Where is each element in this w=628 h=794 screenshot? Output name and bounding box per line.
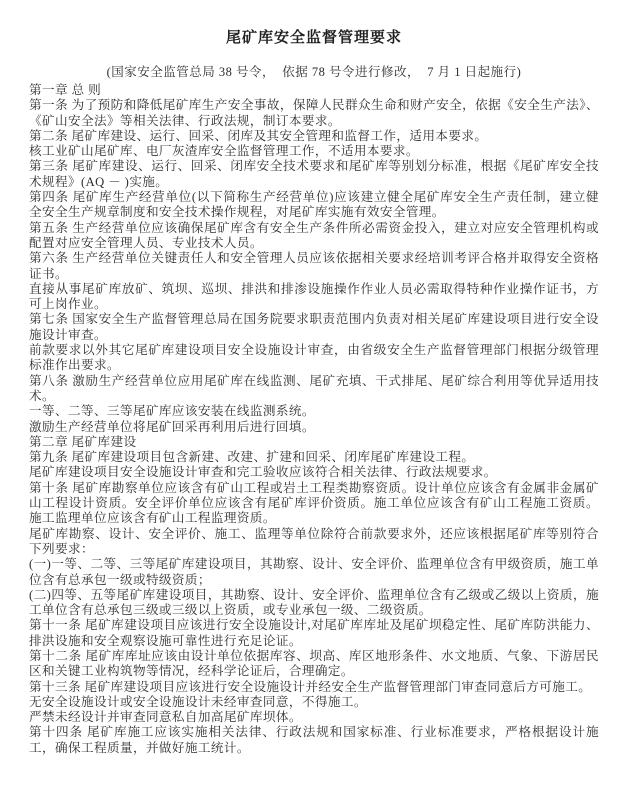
document-paragraph: 第三条 尾矿库建设、运行、回采、闭库安全技术要求和尾矿库等别划分标准，根据《尾矿库安全技术规程》(AQ － )实施。 (29, 159, 599, 189)
document-paragraph: 一等、二等、三等尾矿库应该安装在线监测系统。 (29, 404, 315, 419)
document-paragraph: 严禁未经设计并审查同意私自加高尾矿库坝体。 (29, 710, 302, 725)
document-paragraph: 第十四条 尾矿库施工应该实施相关法律、行政法规和国家标准、行业标准要求，严格根据设计施工，确保工程质量，并做好施工统计。 (29, 725, 599, 755)
document-paragraph: 第八条 激励生产经营单位应用尾矿库在线监测、尾矿充填、干式排尾、尾矿综合利用等优异适用技术。 (29, 373, 599, 403)
document-paragraph: (二)四等、五等尾矿库建设项目，其勘察、设计、安全评价、监理单位含有乙级或乙级以上资质，施工单位含有总承包三级或三级以上资质，或专业承包一级、二级资质。 (29, 587, 599, 618)
document-paragraph: 第十一条 尾矿库建设项目应该进行安全设施设计,对尾矿库库址及尾矿坝稳定性、尾矿库防洪能力、排洪设施和安全观察设施可靠性进行充足论证。 (29, 618, 599, 648)
document-paragraph: 无安全设施设计或安全设施设计未经审查同意，不得施工。 (29, 694, 367, 709)
document-paragraph: 第一章 总 则 (29, 83, 102, 97)
document-paragraph: 第十条 尾矿库勘察单位应该含有矿山工程或岩土工程类勘察资质。设计单位应该含有金属非金属矿山工程设计资质。安全评价单位应该含有尾矿库评价资质。施工单位应该含有矿山工程施工资质。施工监理单位应该含有矿山工程监理资质。 (29, 480, 599, 526)
document-title: 尾矿库安全监督管理要求 (225, 30, 402, 46)
document-paragraph: 第十二条 尾矿库库址应该由设计单位依据库容、坝高、库区地形条件、水文地质、气象、下游居民区和关键工业构筑物等情况，经科学论证后，合理确定。 (29, 648, 599, 679)
document-paragraph: 核工业矿山尾矿库、电厂灰渣库安全监督管理工作，不适用本要求。 (29, 144, 419, 159)
document-paragraph: 激励生产经营单位将尾矿回采再利用后进行回填。 (29, 419, 315, 434)
document-paragraph: 第四条 尾矿库生产经营单位(以下简称生产经营单位)应该建立健全尾矿库安全生产责任制，建立健全安全生产规章制度和安全技术操作规程，对尾矿库实施有效安全管理。 (29, 190, 599, 220)
document-paragraph: (一)一等、二等、三等尾矿库建设项目，其勘察、设计、安全评价、监理单位含有甲级资质，施工单位含有总承包一级或特级资质； (29, 557, 599, 587)
document-paragraph: 直接从事尾矿库放矿、筑坝、巡坝、排洪和排渗设施操作作业人员必需取得特种作业操作证书，方可上岗作业。 (29, 281, 599, 312)
document-paragraph: 前款要求以外其它尾矿库建设项目安全设施设计审查，由省级安全生产监督管理部门根据分级管理标准作出要求。 (29, 343, 599, 373)
document-paragraph: 第五条 生产经营单位应该确保尾矿库含有安全生产条件所必需资金投入，建立对应安全管理机构或配置对应安全管理人员、专业技术人员。 (29, 220, 599, 250)
document-body (29, 83, 599, 756)
document-paragraph: 第一条 为了预防和降低尾矿库生产安全事故，保障人民群众生命和财产安全，依据《安全生产法》、《矿山安全法》等相关法律、行政法规，制订本要求。 (29, 98, 599, 128)
document-paragraph: 尾矿库勘察、设计、安全评价、施工、监理等单位除符合前款要求外，还应该根据尾矿库等别符合下列要求： (29, 526, 599, 556)
document-paragraph: 第二条 尾矿库建设、运行、回采、闭库及其安全管理和监督工作，适用本要求。 (29, 128, 488, 143)
document-paragraph: 第九条 尾矿库建设项目包含新建、改建、扩建和回采、闭库尾矿库建设工程。 (29, 450, 475, 465)
document-subtitle: (国家安全监管总局 38 号令， 依据 78 号令进行修改， 7 月 1 日起施行) (106, 65, 522, 79)
document-paragraph: 第十三条 尾矿库建设项目应该进行安全设施设计并经安全生产监督管理部门审查同意后方可施工。 (29, 679, 592, 694)
document-paragraph: 第二章 尾矿库建设 (29, 434, 137, 449)
document-paragraph: 尾矿库建设项目安全设施设计审查和完工验收应该符合相关法律、行政法规要求。 (29, 465, 497, 480)
document-paragraph: 第六条 生产经营单位关键责任人和安全管理人员应该依据相关要求经培训考评合格并取得安全资格证书。 (29, 251, 599, 281)
document-paragraph: 第七条 国家安全生产监督管理总局在国务院要求职责范围内负责对相关尾矿库建设项目进行安全设施设计审查。 (29, 312, 599, 342)
